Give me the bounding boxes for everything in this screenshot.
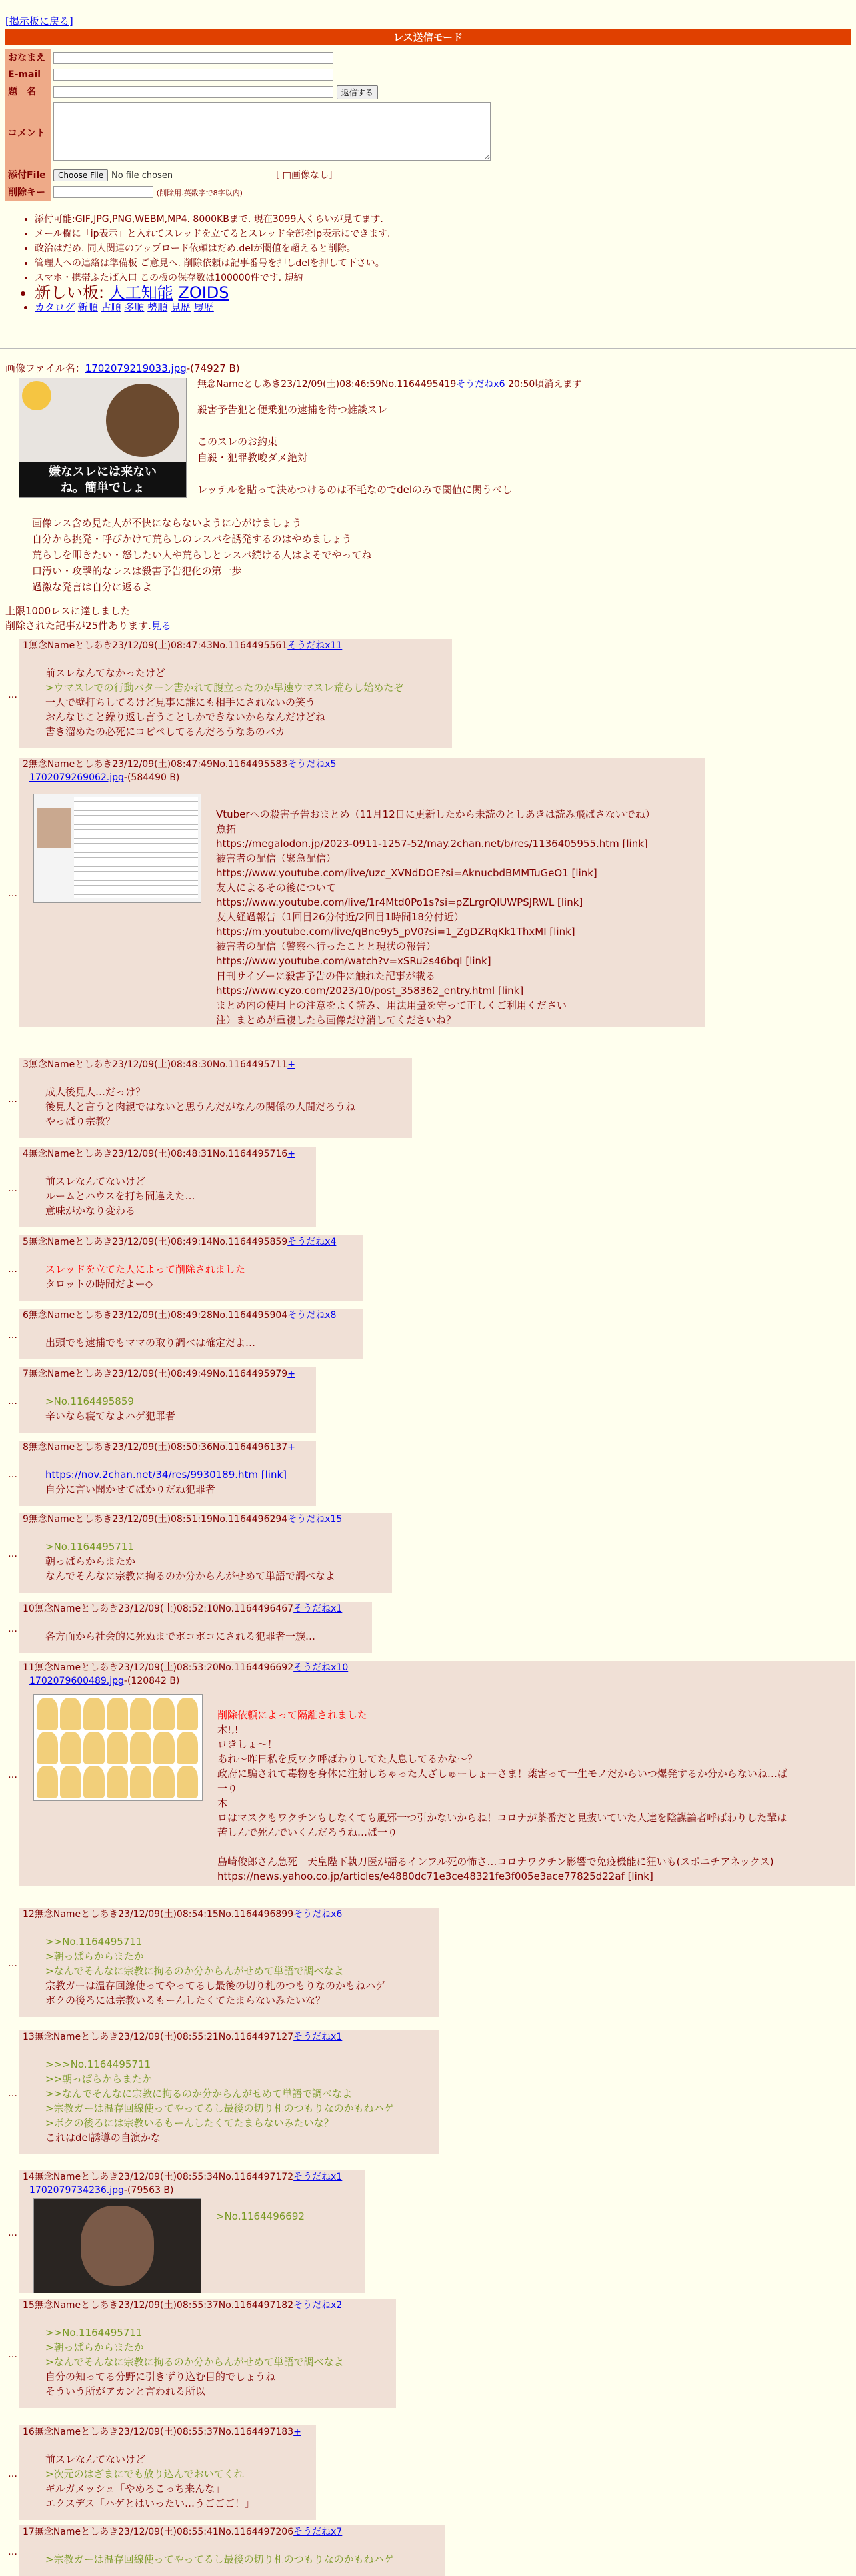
submit-reply-button[interactable]: 返信する	[337, 85, 378, 99]
reply-number: 3	[23, 1059, 29, 1070]
reply-number: 13	[23, 2032, 35, 2042]
sodane-button[interactable]: そうだねx10	[293, 1662, 349, 1673]
sodane-button[interactable]: +	[287, 1149, 295, 1159]
reply-header-text: 無念Nameとしあき23/12/09(土)08:55:34No.1164497172	[34, 2172, 294, 2182]
reply-header	[23, 1661, 348, 1674]
reply-line: 削除依頼によって隔離されました	[217, 1709, 368, 1721]
post-menu-dots[interactable]: …	[8, 2228, 17, 2238]
reply-file-line	[29, 2184, 174, 2197]
sort-active-link[interactable]: 勢順	[147, 301, 168, 313]
reply-line: なんでそんなに宗教に拘るのか分からんがせめて単語で調べなよ	[45, 1570, 336, 1582]
reply-header	[23, 2425, 301, 2439]
reply-post	[19, 1367, 316, 1433]
reply-line: おんなじこと繰り返し言うことしかできないからなんだけどね	[45, 711, 326, 723]
reply-line: https://www.youtube.com/watch?v=xSRu2s46bqI [link]	[216, 955, 491, 967]
sodane-button[interactable]: そうだねx4	[287, 1237, 337, 1247]
reply-post	[19, 1147, 316, 1227]
reply-line: >次元のはざまにでも放り込んでおいてくれ	[45, 2468, 244, 2480]
reply-header-text: 無念Nameとしあき23/12/09(土)08:47:49No.1164495583	[28, 759, 288, 770]
rule-item: • スマホ・携帯ふたば入口 この板の保存数は100000件です. 規約	[35, 271, 390, 285]
reply-header	[23, 1513, 342, 1526]
reply-number: 10	[23, 1603, 35, 1614]
reply-line: 出頭でも逮捕でもママの取り調べは確定だよ…	[45, 1337, 256, 1349]
reply-line: 宗教ガーは温存回線使ってやってるし最後の切り札のつもりなのかもねハゲ	[45, 1980, 386, 1992]
reply-line: 注）まとめが重複したら画像だけ消してくださいね？	[216, 1014, 457, 1026]
reply-line: 前スレなんてないけど	[45, 2453, 146, 2465]
name-label: おなまえ	[5, 49, 51, 67]
op-header	[197, 378, 581, 391]
reply-line	[217, 1840, 787, 1854]
sodane-button[interactable]: +	[287, 1369, 295, 1379]
reply-line: 前スレなんてないけど	[45, 1175, 146, 1187]
sodane-button[interactable]: そうだねx8	[287, 1310, 337, 1321]
reply-header-text: 無念Nameとしあき23/12/09(土)08:55:21No.1164497127	[34, 2032, 294, 2042]
anime-face-tile	[60, 1732, 81, 1764]
reply-line: タロットの時間だよー◇	[45, 1278, 153, 1290]
reply-line: ロはマスクもワクチンもしなくても風邪一つ引かないからね！コロナが茶番だと見抜いていた人達を陰謀論者呼ばわりした輩は	[217, 1812, 787, 1824]
reply-header	[23, 2525, 342, 2539]
post-menu-dots[interactable]: …	[8, 1396, 17, 1407]
reply-body	[216, 807, 655, 1027]
reply-header	[23, 1309, 336, 1322]
reply-body	[45, 1394, 175, 1423]
sodane-button[interactable]: そうだねx5	[287, 759, 337, 770]
reply-file-link[interactable]: 1702079269062.jpg	[29, 772, 124, 783]
op-sodane-button[interactable]: そうだねx6	[456, 379, 505, 390]
reply-header	[23, 1147, 295, 1161]
reply-header-text: 無念Nameとしあき23/12/09(土)08:51:19No.1164496294	[28, 1514, 288, 1525]
reply-line: ボクの後ろには宗教いるもーんしたくてたまらないみたいな？	[45, 1994, 326, 2006]
reply-header	[23, 758, 336, 771]
reply-line: 意味がかなり変わる	[45, 1205, 136, 1217]
new-boards	[35, 285, 390, 300]
anime-portrait	[37, 808, 71, 848]
reply-header	[23, 1908, 342, 1921]
reply-header	[23, 1235, 336, 1249]
post-menu-dots[interactable]: …	[8, 1958, 17, 1969]
sort-new-link[interactable]: 新順	[77, 301, 98, 313]
subject-input[interactable]	[53, 86, 333, 98]
reply-body	[45, 2452, 255, 2511]
reply-body	[216, 2209, 305, 2224]
reply-body	[45, 2057, 394, 2145]
reply-header-text: 無念Nameとしあき23/12/09(土)08:50:36No.1164496137	[28, 1442, 288, 1453]
reply-line: 被害者の配信（緊急配信）	[216, 852, 337, 864]
op-expire: 20:50頃消えます	[507, 379, 582, 390]
reply-header-text: 無念Nameとしあき23/12/09(土)08:48:31No.1164495716	[28, 1149, 288, 1159]
reply-line: 一り	[217, 1782, 238, 1794]
reply-body	[45, 1539, 335, 1583]
sodane-button[interactable]: +	[287, 1442, 295, 1453]
email-input[interactable]	[53, 69, 333, 81]
anime-face-tile	[60, 1766, 81, 1798]
person-portrait	[81, 2206, 154, 2286]
reply-line: ルームとハウスを打ち間違えた…	[45, 1190, 195, 1202]
reply-line: 辛いなら寝てなよハゲ犯罪者	[45, 1410, 176, 1422]
delete-key-input[interactable]	[53, 186, 153, 198]
anime-face-tile	[130, 1698, 151, 1730]
sodane-button[interactable]: +	[287, 1059, 295, 1070]
rule-item: • 添付可能:GIF,JPG,PNG,WEBM,MP4. 8000KBまで. 現在3099人くらいが見てます.	[35, 212, 390, 227]
reply-link[interactable]: https://nov.2chan.net/34/res/9930189.htm [link]	[45, 1469, 287, 1481]
reply-post	[19, 1058, 412, 1138]
reply-line: 書き溜めたの必死にコピペしてるんだろうなあのバカ	[45, 726, 285, 738]
anime-face-tile	[83, 1766, 105, 1798]
anime-face-tile	[153, 1766, 175, 1798]
painter-portrait	[106, 384, 179, 457]
reply-file-line	[29, 1674, 179, 1688]
reply-post	[19, 2030, 439, 2154]
reply-header	[23, 1058, 295, 1071]
reply-line: Vtuberへの殺害予告おまとめ（11月12日に更新したから未読のとしあきは読み飛ばさないでね）	[216, 808, 655, 820]
post-menu-dots[interactable]: …	[8, 2349, 17, 2360]
anime-face-tile	[83, 1732, 105, 1764]
reply-line: >>なんでそんなに宗教に拘るのか分からんがせめて単語で調べなよ	[45, 2088, 353, 2100]
limit-notice: 上限1000レスに達しました	[5, 605, 131, 617]
reply-header	[23, 2170, 342, 2184]
reply-header	[23, 2299, 342, 2312]
sort-old-link[interactable]: 古順	[101, 301, 121, 313]
reply-body	[217, 1708, 787, 1884]
reply-line: >>No.1164495711	[45, 2327, 143, 2339]
anime-face-tile	[177, 1698, 198, 1730]
reply-number: 4	[23, 1149, 29, 1159]
reply-line: >ボクの後ろには宗教いるもーんしたくてたまらないみたいな？	[45, 2117, 334, 2129]
board-link-ai[interactable]: 人工知能	[109, 283, 173, 302]
board-rules	[23, 212, 390, 315]
delete-key-note: (削除用.英数字で8字以内)	[156, 188, 243, 197]
reply-line: >No.1164496692	[216, 2210, 305, 2222]
reply-post	[19, 1908, 439, 2017]
reply-post	[19, 1513, 392, 1593]
reply-body	[45, 2552, 394, 2567]
reply-header-text: 無念Nameとしあき23/12/09(土)08:54:15No.1164496899	[34, 1909, 294, 1920]
reply-line: ロきしょ～！	[217, 1738, 278, 1750]
reply-header	[23, 1602, 342, 1616]
op-file-label: 画像ファイル名：	[5, 362, 85, 374]
reply-line: エクスデス「ハゲとはいったい…うごごご！」	[45, 2497, 255, 2509]
file-label: 添付File	[5, 167, 51, 184]
reply-header-text: 無念Nameとしあき23/12/09(土)08:49:28No.1164495904	[28, 1310, 288, 1321]
reply-header-text: 無念Nameとしあき23/12/09(土)08:49:14No.1164495859	[28, 1237, 288, 1247]
anime-face-tile	[60, 1698, 81, 1730]
reply-body	[45, 1085, 355, 1129]
op-image[interactable]	[19, 378, 187, 498]
reply-line: https://m.youtube.com/live/qBne9y5_pV0?si=1_ZgDZRqKk1ThxMI [link]	[216, 926, 575, 938]
history-link[interactable]: 履歴	[193, 301, 214, 313]
reply-file-size: -(79563 B)	[123, 2185, 174, 2196]
sodane-button[interactable]: そうだねx1	[293, 2032, 343, 2042]
subject-label: 題 名	[5, 84, 51, 101]
reply-line: 前スレなんてなかったけど	[45, 667, 166, 679]
rule-item: • 政治はだめ. 同人関連のアップロード依頼はだめ.delが閾値を超えると削除。	[35, 241, 390, 256]
sodane-button[interactable]: そうだねx1	[293, 2172, 343, 2182]
reply-header-text: 無念Nameとしあき23/12/09(土)08:53:20No.1164496692	[34, 1662, 294, 1673]
op-image-caption: 嫌なスレには来ない ね。簡単でしょ	[19, 462, 186, 497]
anime-face-tile	[153, 1732, 175, 1764]
reply-header	[23, 2030, 342, 2044]
reply-line: 朝っぱらからまたか	[45, 1555, 136, 1567]
reply-line: https://www.cyzo.com/2023/10/post_358362_entry.html [link]	[216, 985, 524, 997]
post-menu-dots[interactable]: …	[8, 2469, 17, 2479]
rule-item: • メール欄に「ip表示」と入れてスレッドを立てるとスレッド全部をip表示にできます.	[35, 227, 390, 241]
reply-body	[45, 1335, 255, 1350]
reply-line: >宗教ガーは温存回線使ってやってるし最後の切り札のつもりなのかもねハゲ	[45, 2553, 394, 2565]
reply-line: 後見人と言うと肉親ではないと思うんだがなんの関係の人間だろうね	[45, 1101, 356, 1113]
post-menu-dots[interactable]: …	[8, 1624, 17, 1634]
reply-header	[23, 1441, 295, 1454]
reply-image[interactable]	[33, 2198, 201, 2293]
rule-item: • 管理人への連絡は準備板 ご意見へ. 削除依頼は記事番号を押しdelを押して下さい。	[35, 256, 390, 271]
reply-file-line	[29, 771, 179, 784]
reply-post	[19, 1235, 363, 1301]
op-file-size: -(74927 B)	[186, 362, 240, 374]
reply-post	[19, 1602, 372, 1653]
reply-body	[45, 1262, 245, 1291]
post-menu-dots[interactable]: …	[8, 1264, 17, 1275]
view-history-link[interactable]: 見歴	[170, 301, 191, 313]
anime-face-tile	[130, 1766, 151, 1798]
reply-number: 5	[23, 1237, 29, 1247]
reply-post	[19, 2170, 365, 2293]
document-screenshot	[74, 797, 198, 898]
reply-number: 16	[23, 2427, 35, 2437]
anime-face-tile	[37, 1732, 58, 1764]
reply-line: >>No.1164495711	[45, 1936, 143, 1948]
reply-line: >>>No.1164495711	[45, 2058, 151, 2070]
sodane-button[interactable]: そうだねx15	[287, 1514, 343, 1525]
reply-file-size: -(584490 B)	[123, 772, 180, 783]
back-to-board-link[interactable]: [掲示板に戻る]	[5, 15, 73, 27]
reply-number: 17	[23, 2527, 35, 2537]
reply-header-text: 無念Nameとしあき23/12/09(土)08:47:43No.1164495561	[28, 640, 288, 651]
op-body: 殺害予告犯と便乗犯の逮捕を待つ雑談スレ このスレのお約束 自殺・犯罪教唆ダメ絶対 レッテルを貼って決めつけるのは不毛なのでdelのみで閾値に関うべし	[197, 404, 513, 496]
email-label: E-mail	[5, 67, 51, 84]
anime-face-tile	[83, 1698, 105, 1730]
reply-form	[5, 49, 493, 201]
sodane-button[interactable]: そうだねx2	[293, 2300, 343, 2311]
sodane-button[interactable]: そうだねx6	[293, 1909, 343, 1920]
op-header-text: 無念Nameとしあき23/12/09(土)08:46:59No.1164495419	[197, 379, 457, 390]
post-menu-dots[interactable]: …	[8, 1330, 17, 1341]
reply-number: 6	[23, 1310, 29, 1321]
reply-line: >朝っぱらからまたか	[45, 2341, 144, 2353]
post-menu-dots[interactable]: …	[8, 1549, 17, 1559]
reply-post	[19, 1441, 316, 1506]
file-status: No file chosen	[111, 171, 173, 181]
reply-post	[19, 2525, 445, 2576]
reply-line: 各方面から社会的に死ぬまでボコボコにされる犯罪者一族…	[45, 1630, 316, 1642]
reply-line: https://megalodon.jp/2023-0911-1257-52/may.2chan.net/b/res/1136405955.htm [link]	[216, 838, 648, 850]
reply-post	[19, 758, 705, 1027]
post-menu-dots[interactable]: …	[8, 690, 17, 700]
reply-body	[45, 1629, 315, 1644]
reply-header	[23, 1367, 295, 1381]
anime-face-tile	[107, 1732, 128, 1764]
reply-number: 2	[23, 759, 29, 770]
reply-line: 友人によるその後について	[216, 882, 336, 894]
reply-file-size: -(120842 B)	[123, 1676, 180, 1686]
reply-number: 9	[23, 1514, 29, 1525]
reply-line: 政府に騙されて毒物を身体に注射しちゃった人ざしゅーしょーさま！薬害って一生モノだからいつ爆発するか分からないね…ば	[217, 1768, 787, 1780]
reply-line: https://www.youtube.com/live/uzc_XVNdDOE?si=AknucbdBMMTuGeO1 [link]	[216, 867, 597, 879]
sodane-button[interactable]: そうだねx7	[293, 2527, 343, 2537]
sodane-button[interactable]: そうだねx11	[287, 640, 343, 651]
name-input[interactable]	[53, 52, 333, 64]
reply-line: 日刊サイゾーに殺害予告の件に触れた記事が載る	[216, 970, 435, 982]
reply-post	[19, 1309, 363, 1359]
reply-line: >なんでそんなに宗教に拘るのか分からんがせめて単語で調べなよ	[45, 1965, 344, 1977]
post-menu-dots[interactable]: …	[8, 1770, 17, 1780]
reply-line: 木!,!	[217, 1724, 239, 1736]
anime-face-tile	[177, 1732, 198, 1764]
reply-number: 12	[23, 1909, 35, 1920]
reply-line: https://news.yahoo.co.jp/articles/e4880dc71e3ce48321fe3f005e3ace77825d22af [link]	[217, 1870, 653, 1882]
reply-number: 1	[23, 640, 29, 651]
anime-face-tile	[107, 1698, 128, 1730]
reply-line: https://www.youtube.com/live/1r4Mtd0Po1s?si=pZLrgrQlUWPSJRWL [link]	[216, 896, 583, 908]
reply-line: >No.1164495711	[45, 1541, 134, 1553]
op-file-link[interactable]: 1702079219033.jpg	[85, 362, 187, 374]
reply-body	[45, 1467, 287, 1497]
anime-face-tile	[130, 1732, 151, 1764]
reply-line: 一人で壁打ちしてるけど見事に誰にも相手にされないの笑う	[45, 696, 316, 708]
reply-header-text: 無念Nameとしあき23/12/09(土)08:49:49No.1164495979	[28, 1369, 288, 1379]
no-image-checkbox[interactable]: [ □画像なし]	[275, 170, 333, 181]
reply-line: これはdel誘導の自演かな	[45, 2132, 161, 2144]
reply-line: 友人経過報告（1回目26分付近/2回目1時間18分付近）	[216, 911, 464, 923]
reply-file-link[interactable]: 1702079734236.jpg	[29, 2185, 124, 2196]
reply-line: あれ〜昨日私を反ワク呼ばわりしてた人息してるかな〜？	[217, 1753, 478, 1765]
reply-line: >>朝っぱらからまたか	[45, 2073, 153, 2085]
delete-key-label: 削除キー	[5, 184, 51, 201]
reply-line: 被害者の配信（警察へ行ったことと現状の報告）	[216, 940, 437, 952]
anime-face-tile	[107, 1766, 128, 1798]
reply-line: ギルガメッシュ「やめろこっち来んな」	[45, 2483, 225, 2495]
thread-divider	[0, 348, 856, 349]
choose-file-button[interactable]: Choose File	[53, 169, 108, 181]
sort-many-link[interactable]: 多順	[124, 301, 145, 313]
sodane-button[interactable]: そうだねx1	[293, 1603, 343, 1614]
op-file-line	[5, 362, 240, 376]
reply-line: 苦しんで死んでいくんだろうね…ば一り	[217, 1826, 398, 1838]
reply-body	[45, 1934, 385, 2008]
reply-header-text: 無念Nameとしあき23/12/09(土)08:55:37No.1164497182	[34, 2300, 294, 2311]
anime-face-tile	[37, 1766, 58, 1798]
post-menu-dots[interactable]: …	[8, 2547, 17, 2557]
reply-post	[19, 1661, 855, 1886]
board-link-zoids[interactable]: ZOIDS	[178, 283, 229, 302]
comment-label: コメント	[5, 101, 51, 167]
reply-line: 島崎俊郎さん急死 天皇陛下執刀医が語るインフル死の怖さ…コロナワクチン影響で免疫機能に狂いも(スポニチアネックス)	[217, 1856, 774, 1868]
reply-number: 7	[23, 1369, 29, 1379]
reply-line: スレッドを立てた人によって削除されました	[45, 1263, 245, 1275]
reply-body	[45, 1174, 195, 1218]
reply-line: そういう所がアカンと言われる所以	[45, 2385, 205, 2397]
reply-body	[45, 2325, 344, 2399]
reply-file-link[interactable]: 1702079600489.jpg	[29, 1676, 124, 1686]
reply-number: 14	[23, 2172, 35, 2182]
reply-line: >ウマスレでの行動パターン書かれて腹立ったのか早速ウマスレ荒らし始めたぞ	[45, 682, 404, 694]
thinking-emoji-icon	[22, 381, 51, 410]
show-deleted-link[interactable]: 見る	[151, 620, 171, 632]
reply-header-text: 無念Nameとしあき23/12/09(土)08:55:37No.1164497183	[34, 2427, 294, 2437]
reply-line: 自分に言い聞かせてばかりだね犯罪者	[45, 1483, 216, 1495]
reply-line: >なんでそんなに宗教に拘るのか分からんがせめて単語で調べなよ	[45, 2356, 344, 2368]
reply-line: 自分の知ってる分野に引きずり込む目的でしょうね	[45, 2371, 276, 2383]
deleted-notice	[5, 619, 171, 634]
post-menu-dots[interactable]: …	[8, 1469, 17, 1480]
reply-number: 15	[23, 2300, 35, 2311]
reply-body	[45, 666, 403, 739]
reply-line: >朝っぱらからまたか	[45, 1950, 144, 1962]
reply-line: >No.1164495859	[45, 1395, 134, 1407]
reply-number: 11	[23, 1662, 35, 1673]
op-rules: 画像レス含め見た人が不快にならないように心がけましょう 自分から挑発・呼びかけて荒らしのレスバを誘発するのはやめましょう 荒らしを叩きたい・怒したい人や荒らしとレスバ続ける人はよそでやってね 口汚い・攻撃的なレスは殺害予告犯化の第一歩 過激な発言は自分に返るよ	[32, 517, 372, 593]
deleted-text: 削除された記事が25件あります.	[5, 620, 151, 632]
anime-face-tile	[153, 1698, 175, 1730]
reply-number: 8	[23, 1442, 29, 1453]
reply-header-text: 無念Nameとしあき23/12/09(土)08:55:41No.1164497206	[34, 2527, 294, 2537]
reply-line: >宗教ガーは温存回線使ってやってるし最後の切り札のつもりなのかもねハゲ	[45, 2102, 394, 2114]
reply-line: 成人後見人…だっけ？	[45, 1086, 146, 1098]
reply-line: やっぱり宗教？	[45, 1115, 116, 1127]
comment-textarea[interactable]	[53, 102, 491, 161]
post-menu-dots[interactable]: …	[8, 1094, 17, 1105]
anime-face-tile	[37, 1698, 58, 1730]
anime-face-tile	[177, 1766, 198, 1798]
catalog-link[interactable]: カタログ	[35, 301, 75, 313]
catalog-links	[35, 300, 390, 315]
reply-header-text: 無念Nameとしあき23/12/09(土)08:52:10No.1164496467	[34, 1603, 294, 1614]
reply-line: 木	[217, 1797, 228, 1809]
reply-image[interactable]	[33, 794, 201, 903]
reply-image[interactable]	[33, 1694, 203, 1801]
post-menu-dots[interactable]: …	[8, 2088, 17, 2099]
reply-post	[19, 2299, 396, 2408]
reply-post	[19, 2425, 316, 2520]
reply-header-text: 無念Nameとしあき23/12/09(土)08:48:30No.1164495711	[28, 1059, 288, 1070]
reply-line: まとめ内の使用上の注意をよく読み、用法用量を守って正しくご利用ください	[216, 999, 567, 1011]
post-menu-dots[interactable]: …	[8, 1183, 17, 1194]
new-boards-label: 新しい板:	[35, 283, 105, 302]
post-menu-dots[interactable]: …	[8, 888, 17, 899]
reply-header	[23, 639, 342, 652]
reply-post	[19, 639, 452, 748]
reply-line: 魚拓	[216, 823, 237, 835]
reply-mode-banner: レス送信モード	[5, 29, 851, 45]
sodane-button[interactable]: +	[293, 2427, 301, 2437]
